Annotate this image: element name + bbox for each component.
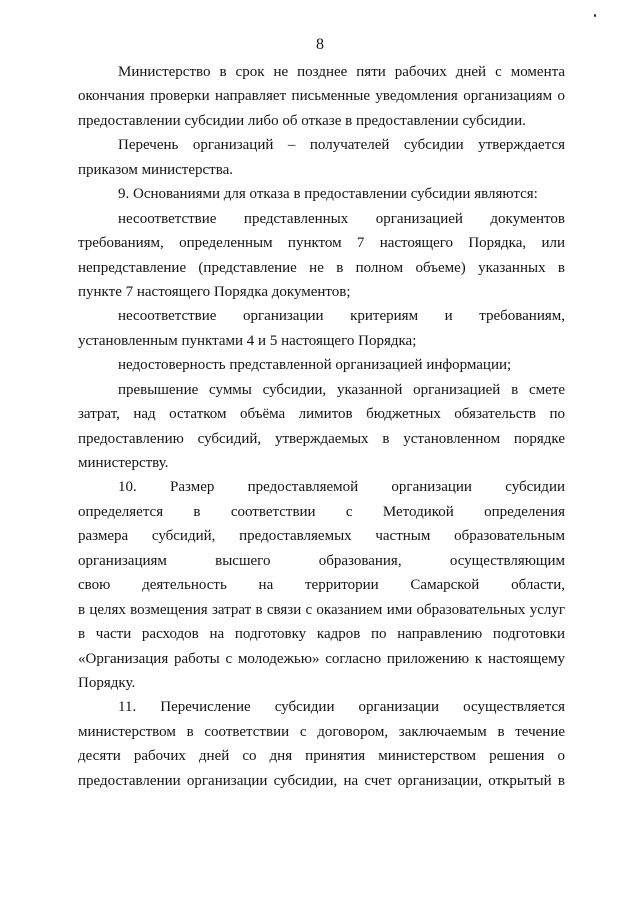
text-line: «Организация работы с молодежью» согласно приложению к настоящему (78, 650, 565, 667)
paragraph (78, 182, 565, 206)
paragraph (78, 378, 565, 476)
paragraph (78, 207, 565, 305)
text-line: установленным пунктами 4 и 5 настоящего Порядка; (78, 332, 417, 349)
text-line: десяти рабочих дней со дня принятия министерством решения о (78, 748, 565, 765)
text-line: окончания проверки направляет письменные уведомления организациям о (78, 88, 565, 105)
text-line: размера субсидий, предоставляемых частным образовательным (78, 528, 565, 545)
page-number: 8 (316, 36, 324, 53)
paragraph (78, 353, 565, 377)
paragraph (78, 304, 565, 353)
text-line: непредставление (представление не в полном объеме) указанных в (78, 259, 565, 276)
text-line: в целях возмещения затрат в связи с оказанием ими образовательных услуг (78, 601, 565, 618)
text-line: Перечень организаций – получателей субсидии утверждается (118, 137, 565, 154)
text-line: 11. Перечисление субсидии организации осуществляется (118, 699, 565, 716)
text-line: определяется в соответствии с Методикой определения (78, 503, 565, 520)
text-line: 9. Основаниями для отказа в предоставлении субсидии являются: (118, 186, 538, 203)
text-line: предоставлению субсидий, утверждаемых в установленном порядке (78, 430, 565, 447)
text-line: Порядку. (78, 674, 136, 691)
text-line: свою деятельность на территории Самарской области, (78, 577, 565, 594)
text-line: в части расходов на подготовку кадров по направлению подготовки (78, 626, 565, 643)
text-line: несоответствие организации критериям и требованиям, (118, 308, 565, 325)
text-line: предоставлении организации субсидии, на счет организации, открытый в (78, 772, 565, 789)
document-body (78, 60, 565, 793)
text-line: превышение суммы субсидии, указанной организацией в смете (118, 381, 565, 398)
text-line: несоответствие представленных организацией документов (118, 210, 565, 227)
text-line: Министерство в срок не позднее пяти рабочих дней с момента (118, 64, 565, 80)
paragraph (78, 475, 565, 695)
text-line: недостоверность представленной организацией информации; (118, 357, 512, 374)
paragraph (78, 60, 565, 133)
text-line: затрат, над остатком объёма лимитов бюджетных обязательств по (78, 406, 565, 423)
text-line: организациям высшего образования, осуществляющим (78, 552, 565, 569)
text-line: приказом министерства. (78, 161, 234, 178)
text-line: министерству. (78, 455, 169, 471)
text-line: 10. Размер предоставляемой организации субсидии (118, 479, 565, 496)
paragraph (78, 695, 565, 793)
text-line: пункте 7 настоящего Порядка документов; (78, 283, 351, 300)
paragraph (78, 133, 565, 182)
text-line: предоставлении субсидии либо об отказе в предоставлении субсидии. (78, 112, 526, 129)
scan-artifact-dot (594, 14, 596, 17)
text-line: министерством в соответствии с договором, заключаемым в течение (78, 723, 565, 740)
text-line: требованиям, определенным пунктом 7 настоящего Порядка, или (78, 235, 565, 252)
